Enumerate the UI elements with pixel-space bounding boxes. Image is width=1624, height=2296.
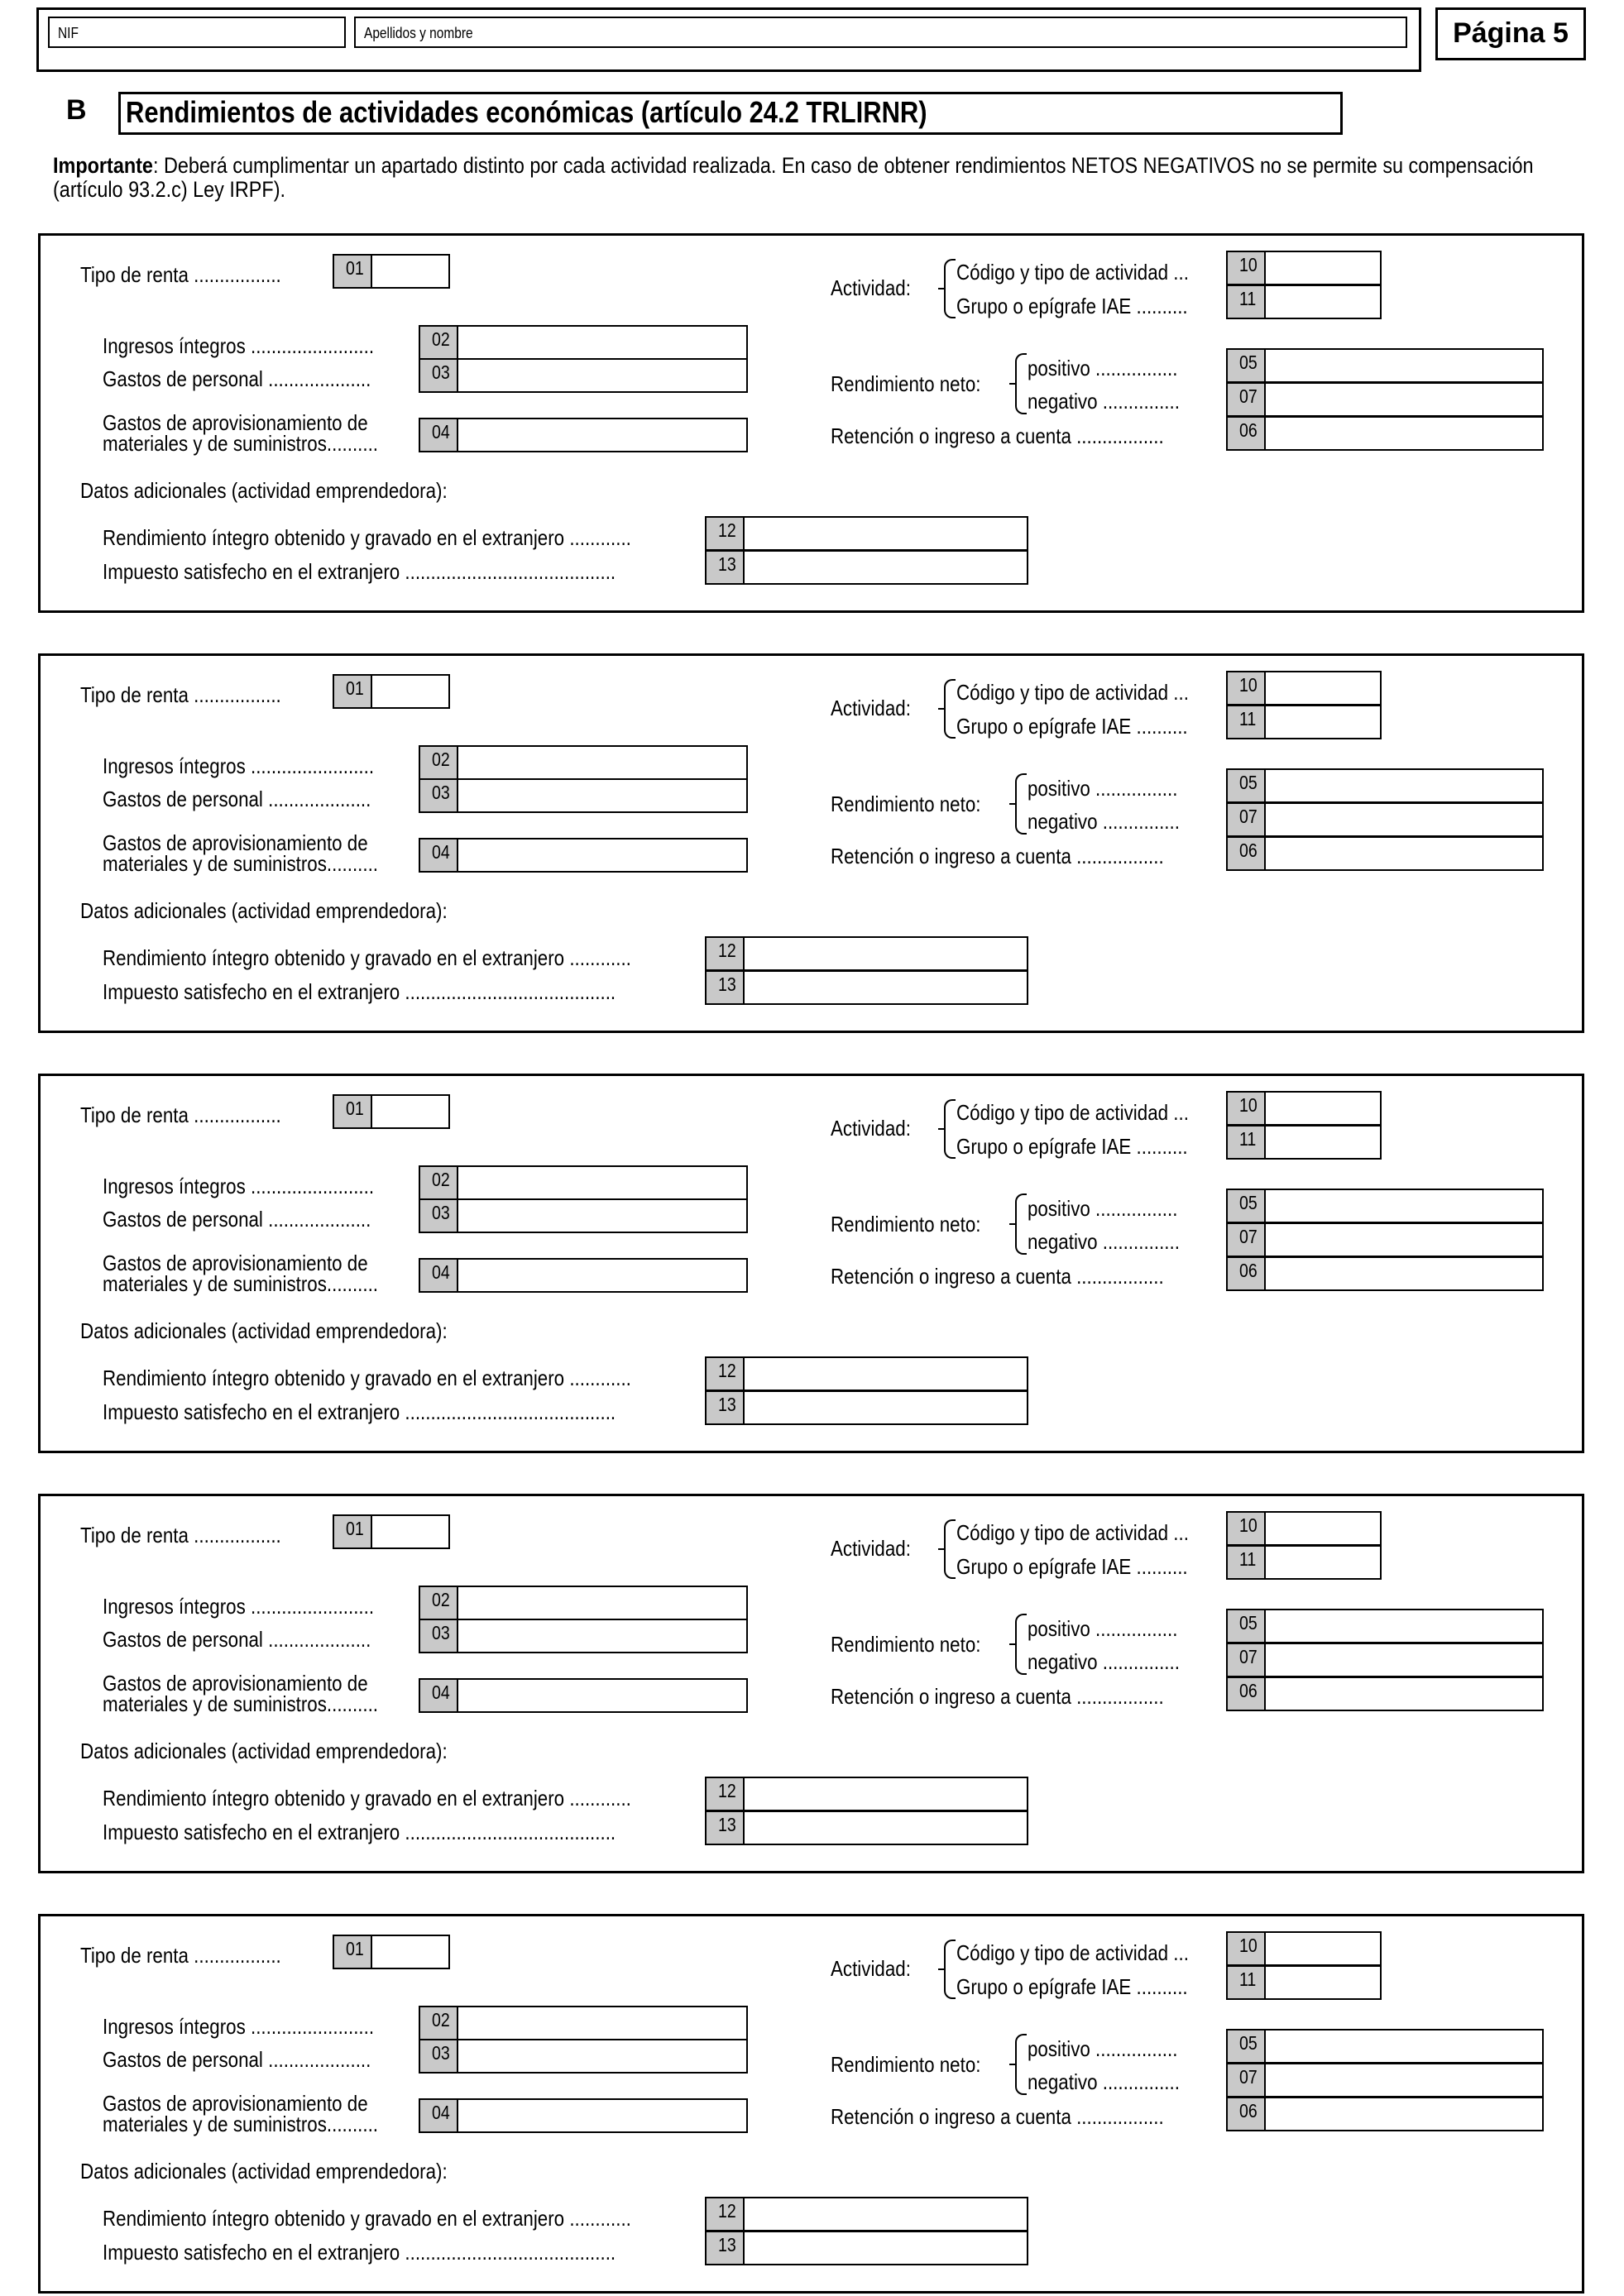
code-04: 04 <box>419 1258 458 1293</box>
code-07: 07 <box>1226 1643 1266 1677</box>
rendimiento-neto-brace <box>1015 1614 1027 1675</box>
ingresos-label: Ingresos íntegros ........................ <box>103 1174 375 1198</box>
code-10: 10 <box>1226 671 1266 706</box>
code-13: 13 <box>705 1390 745 1425</box>
codigo-tipo-label: Código y tipo de actividad ... <box>956 680 1189 705</box>
tipo-renta-input[interactable] <box>371 254 450 289</box>
code-13: 13 <box>705 550 745 585</box>
activity-block-4 <box>38 1494 1584 1873</box>
gastos-aprov-label-1: Gastos de aprovisionamiento de <box>103 1671 368 1696</box>
retencion-input[interactable] <box>1264 1677 1544 1711</box>
positivo-input[interactable] <box>1264 1189 1544 1223</box>
gastos-aprov-label-2: materiales y de suministros.......... <box>103 2112 379 2136</box>
actividad-brace <box>944 1940 956 1999</box>
ingresos-input[interactable] <box>457 1586 748 1620</box>
code-03: 03 <box>419 778 458 813</box>
retencion-label: Retención o ingreso a cuenta ................. <box>831 2104 1164 2129</box>
code-05: 05 <box>1226 768 1266 803</box>
grupo-epigrafe-input[interactable] <box>1264 1545 1382 1580</box>
negativo-input[interactable] <box>1264 1222 1544 1257</box>
gastos-personal-input[interactable] <box>457 1198 748 1233</box>
negativo-input[interactable] <box>1264 802 1544 837</box>
gastos-aprov-label-1: Gastos de aprovisionamiento de <box>103 410 368 435</box>
grupo-epigrafe-input[interactable] <box>1264 285 1382 319</box>
grupo-epigrafe-label: Grupo o epígrafe IAE .......... <box>956 294 1188 318</box>
code-11: 11 <box>1226 1545 1266 1580</box>
impuesto-extranjero-label: Impuesto satisfecho en el extranjero ......................................... <box>103 559 616 584</box>
rendimiento-neto-brace <box>1015 2034 1027 2095</box>
retencion-label: Retención o ingreso a cuenta ................. <box>831 423 1164 448</box>
gastos-aprov-input[interactable] <box>457 838 748 873</box>
code-06: 06 <box>1226 1256 1266 1291</box>
code-04: 04 <box>419 1678 458 1713</box>
positivo-input[interactable] <box>1264 768 1544 803</box>
code-06: 06 <box>1226 416 1266 451</box>
gastos-aprov-input[interactable] <box>457 2098 748 2133</box>
rendimiento-extranjero-input[interactable] <box>743 2197 1028 2231</box>
impuesto-extranjero-input[interactable] <box>743 970 1028 1005</box>
gastos-personal-label: Gastos de personal .................... <box>103 1627 371 1652</box>
negativo-label: negativo ............... <box>1028 1229 1180 1254</box>
codigo-tipo-input[interactable] <box>1264 1091 1382 1126</box>
tipo-renta-input[interactable] <box>371 1514 450 1549</box>
gastos-aprov-input[interactable] <box>457 1678 748 1713</box>
tipo-renta-input[interactable] <box>371 1094 450 1129</box>
codigo-tipo-input[interactable] <box>1264 1931 1382 1966</box>
gastos-personal-label: Gastos de personal .................... <box>103 787 371 811</box>
code-03: 03 <box>419 358 458 393</box>
actividad-brace <box>944 1519 956 1579</box>
impuesto-extranjero-input[interactable] <box>743 1390 1028 1425</box>
grupo-epigrafe-input[interactable] <box>1264 1125 1382 1160</box>
gastos-personal-input[interactable] <box>457 2039 748 2074</box>
positivo-label: positivo ................ <box>1028 776 1178 801</box>
retencion-label: Retención o ingreso a cuenta ................. <box>831 844 1164 868</box>
rendimiento-extranjero-label: Rendimiento íntegro obtenido y gravado en el extranjero ............ <box>103 1786 631 1810</box>
gastos-personal-input[interactable] <box>457 778 748 813</box>
code-11: 11 <box>1226 1965 1266 2000</box>
gastos-aprov-label-2: materiales y de suministros.......... <box>103 851 379 876</box>
tipo-renta-label: Tipo de renta ................. <box>80 682 281 707</box>
tipo-renta-input[interactable] <box>371 1935 450 1969</box>
datos-adicionales-label: Datos adicionales (actividad emprendedora): <box>80 1739 448 1763</box>
datos-adicionales-label: Datos adicionales (actividad emprendedora): <box>80 1318 448 1343</box>
datos-adicionales-label: Datos adicionales (actividad emprendedora): <box>80 898 448 923</box>
positivo-input[interactable] <box>1264 1609 1544 1643</box>
code-01: 01 <box>333 1514 372 1549</box>
rendimiento-extranjero-label: Rendimiento íntegro obtenido y gravado en el extranjero ............ <box>103 2206 631 2231</box>
gastos-aprov-input[interactable] <box>457 1258 748 1293</box>
codigo-tipo-input[interactable] <box>1264 251 1382 285</box>
negativo-label: negativo ............... <box>1028 389 1180 414</box>
ingresos-label: Ingresos íntegros ........................ <box>103 753 375 778</box>
code-04: 04 <box>419 418 458 452</box>
important-notice <box>53 154 1567 202</box>
gastos-aprov-input[interactable] <box>457 418 748 452</box>
activity-block-5 <box>38 1914 1584 2294</box>
codigo-tipo-label: Código y tipo de actividad ... <box>956 1520 1189 1545</box>
gastos-aprov-label-2: materiales y de suministros.......... <box>103 431 379 456</box>
ingresos-input[interactable] <box>457 745 748 780</box>
ingresos-label: Ingresos íntegros ........................ <box>103 333 375 358</box>
code-01: 01 <box>333 254 372 289</box>
positivo-label: positivo ................ <box>1028 356 1178 380</box>
rendimiento-extranjero-input[interactable] <box>743 1777 1028 1811</box>
code-01: 01 <box>333 1935 372 1969</box>
gastos-personal-label: Gastos de personal .................... <box>103 366 371 391</box>
page-number: Página 5 <box>1435 7 1586 60</box>
gastos-aprov-label-1: Gastos de aprovisionamiento de <box>103 830 368 855</box>
grupo-epigrafe-label: Grupo o epígrafe IAE .......... <box>956 1974 1188 1999</box>
positivo-label: positivo ................ <box>1028 2036 1178 2061</box>
tipo-renta-input[interactable] <box>371 674 450 709</box>
impuesto-extranjero-label: Impuesto satisfecho en el extranjero ......................................... <box>103 1820 616 1844</box>
code-10: 10 <box>1226 1511 1266 1546</box>
retencion-input[interactable] <box>1264 2097 1544 2131</box>
grupo-epigrafe-input[interactable] <box>1264 1965 1382 2000</box>
retencion-label: Retención o ingreso a cuenta ................. <box>831 1684 1164 1709</box>
code-06: 06 <box>1226 1677 1266 1711</box>
rendimiento-neto-brace <box>1015 1193 1027 1255</box>
code-12: 12 <box>705 2197 745 2231</box>
retencion-input[interactable] <box>1264 416 1544 451</box>
retencion-label: Retención o ingreso a cuenta ................. <box>831 1264 1164 1289</box>
tipo-renta-label: Tipo de renta ................. <box>80 1523 281 1547</box>
negativo-input[interactable] <box>1264 2063 1544 2097</box>
code-02: 02 <box>419 2006 458 2040</box>
code-05: 05 <box>1226 2029 1266 2064</box>
code-13: 13 <box>705 1810 745 1845</box>
code-13: 13 <box>705 2231 745 2265</box>
code-10: 10 <box>1226 1091 1266 1126</box>
rendimiento-neto-label: Rendimiento neto: <box>831 792 981 816</box>
actividad-brace <box>944 1099 956 1159</box>
ingresos-label: Ingresos íntegros ........................ <box>103 2014 375 2039</box>
ingresos-input[interactable] <box>457 2006 748 2040</box>
ingresos-input[interactable] <box>457 325 748 360</box>
rendimiento-neto-label: Rendimiento neto: <box>831 371 981 396</box>
codigo-tipo-label: Código y tipo de actividad ... <box>956 260 1189 285</box>
code-12: 12 <box>705 516 745 551</box>
code-05: 05 <box>1226 1609 1266 1643</box>
rendimiento-extranjero-input[interactable] <box>743 936 1028 971</box>
positivo-input[interactable] <box>1264 2029 1544 2064</box>
code-12: 12 <box>705 936 745 971</box>
gastos-personal-label: Gastos de personal .................... <box>103 2047 371 2072</box>
code-03: 03 <box>419 1198 458 1233</box>
codigo-tipo-label: Código y tipo de actividad ... <box>956 1100 1189 1125</box>
code-03: 03 <box>419 2039 458 2074</box>
code-12: 12 <box>705 1777 745 1811</box>
tipo-renta-label: Tipo de renta ................. <box>80 1943 281 1968</box>
rendimiento-extranjero-label: Rendimiento íntegro obtenido y gravado en el extranjero ............ <box>103 1366 631 1390</box>
code-13: 13 <box>705 970 745 1005</box>
retencion-input[interactable] <box>1264 836 1544 871</box>
gastos-aprov-label-2: materiales y de suministros.......... <box>103 1271 379 1296</box>
rendimiento-neto-label: Rendimiento neto: <box>831 1632 981 1657</box>
datos-adicionales-label: Datos adicionales (actividad emprendedora): <box>80 478 448 503</box>
tipo-renta-label: Tipo de renta ................. <box>80 262 281 287</box>
rendimiento-neto-brace <box>1015 773 1027 835</box>
grupo-epigrafe-label: Grupo o epígrafe IAE .......... <box>956 1134 1188 1159</box>
ingresos-label: Ingresos íntegros ........................ <box>103 1594 375 1619</box>
impuesto-extranjero-label: Impuesto satisfecho en el extranjero ......................................... <box>103 979 616 1004</box>
negativo-label: negativo ............... <box>1028 2069 1180 2094</box>
negativo-label: negativo ............... <box>1028 1649 1180 1674</box>
ingresos-input[interactable] <box>457 1165 748 1200</box>
positivo-label: positivo ................ <box>1028 1616 1178 1641</box>
rendimiento-extranjero-input[interactable] <box>743 516 1028 551</box>
gastos-aprov-label-1: Gastos de aprovisionamiento de <box>103 1251 368 1275</box>
rendimiento-neto-brace <box>1015 353 1027 414</box>
rendimiento-extranjero-label: Rendimiento íntegro obtenido y gravado en el extranjero ............ <box>103 945 631 970</box>
section-title: Rendimientos de actividades económicas (artículo 24.2 TRLIRNR) <box>118 92 1343 135</box>
negativo-label: negativo ............... <box>1028 809 1180 834</box>
code-11: 11 <box>1226 285 1266 319</box>
gastos-aprov-label-2: materiales y de suministros.......... <box>103 1691 379 1716</box>
gastos-personal-input[interactable] <box>457 358 748 393</box>
gastos-aprov-label-1: Gastos de aprovisionamiento de <box>103 2091 368 2116</box>
code-10: 10 <box>1226 251 1266 285</box>
notice-bold: Importante <box>53 153 153 178</box>
actividad-brace <box>944 259 956 318</box>
retencion-input[interactable] <box>1264 1256 1544 1291</box>
grupo-epigrafe-label: Grupo o epígrafe IAE .......... <box>956 1554 1188 1579</box>
impuesto-extranjero-input[interactable] <box>743 2231 1028 2265</box>
code-07: 07 <box>1226 2063 1266 2097</box>
code-02: 02 <box>419 1165 458 1200</box>
section-letter: B <box>66 94 87 126</box>
activity-block-1 <box>38 233 1584 613</box>
impuesto-extranjero-input[interactable] <box>743 550 1028 585</box>
negativo-input[interactable] <box>1264 1643 1544 1677</box>
actividad-label: Actividad: <box>831 1956 911 1981</box>
code-03: 03 <box>419 1619 458 1653</box>
codigo-tipo-input[interactable] <box>1264 1511 1382 1546</box>
activity-block-2 <box>38 653 1584 1033</box>
impuesto-extranjero-input[interactable] <box>743 1810 1028 1845</box>
actividad-label: Actividad: <box>831 275 911 300</box>
negativo-input[interactable] <box>1264 382 1544 417</box>
actividad-brace <box>944 679 956 739</box>
impuesto-extranjero-label: Impuesto satisfecho en el extranjero ......................................... <box>103 2240 616 2265</box>
activity-block-3 <box>38 1074 1584 1453</box>
code-06: 06 <box>1226 2097 1266 2131</box>
grupo-epigrafe-label: Grupo o epígrafe IAE .......... <box>956 714 1188 739</box>
code-11: 11 <box>1226 705 1266 739</box>
actividad-label: Actividad: <box>831 1116 911 1141</box>
code-02: 02 <box>419 1586 458 1620</box>
code-05: 05 <box>1226 348 1266 383</box>
notice-text: : Deberá cumplimentar un apartado distinto por cada actividad realizada. En caso de obtener rendimientos NETOS NEGATIVOS no se permite su compensación (artículo 93.2.c) Ley IRPF). <box>53 153 1534 202</box>
code-12: 12 <box>705 1356 745 1391</box>
gastos-personal-input[interactable] <box>457 1619 748 1653</box>
code-07: 07 <box>1226 1222 1266 1257</box>
code-04: 04 <box>419 2098 458 2133</box>
tipo-renta-label: Tipo de renta ................. <box>80 1103 281 1127</box>
code-04: 04 <box>419 838 458 873</box>
gastos-personal-label: Gastos de personal .................... <box>103 1207 371 1232</box>
nif-field[interactable] <box>48 17 346 48</box>
code-07: 07 <box>1226 802 1266 837</box>
name-field[interactable] <box>354 17 1407 48</box>
rendimiento-neto-label: Rendimiento neto: <box>831 1212 981 1236</box>
code-02: 02 <box>419 745 458 780</box>
actividad-label: Actividad: <box>831 696 911 720</box>
positivo-label: positivo ................ <box>1028 1196 1178 1221</box>
nif-label: NIF <box>58 25 79 41</box>
code-01: 01 <box>333 674 372 709</box>
code-02: 02 <box>419 325 458 360</box>
codigo-tipo-input[interactable] <box>1264 671 1382 706</box>
actividad-label: Actividad: <box>831 1536 911 1561</box>
rendimiento-extranjero-label: Rendimiento íntegro obtenido y gravado en el extranjero ............ <box>103 525 631 550</box>
name-label: Apellidos y nombre <box>364 25 473 41</box>
rendimiento-extranjero-input[interactable] <box>743 1356 1028 1391</box>
codigo-tipo-label: Código y tipo de actividad ... <box>956 1940 1189 1965</box>
datos-adicionales-label: Datos adicionales (actividad emprendedora): <box>80 2159 448 2184</box>
code-11: 11 <box>1226 1125 1266 1160</box>
code-01: 01 <box>333 1094 372 1129</box>
code-06: 06 <box>1226 836 1266 871</box>
code-05: 05 <box>1226 1189 1266 1223</box>
code-07: 07 <box>1226 382 1266 417</box>
rendimiento-neto-label: Rendimiento neto: <box>831 2052 981 2077</box>
code-10: 10 <box>1226 1931 1266 1966</box>
positivo-input[interactable] <box>1264 348 1544 383</box>
impuesto-extranjero-label: Impuesto satisfecho en el extranjero ......................................... <box>103 1399 616 1424</box>
grupo-epigrafe-input[interactable] <box>1264 705 1382 739</box>
